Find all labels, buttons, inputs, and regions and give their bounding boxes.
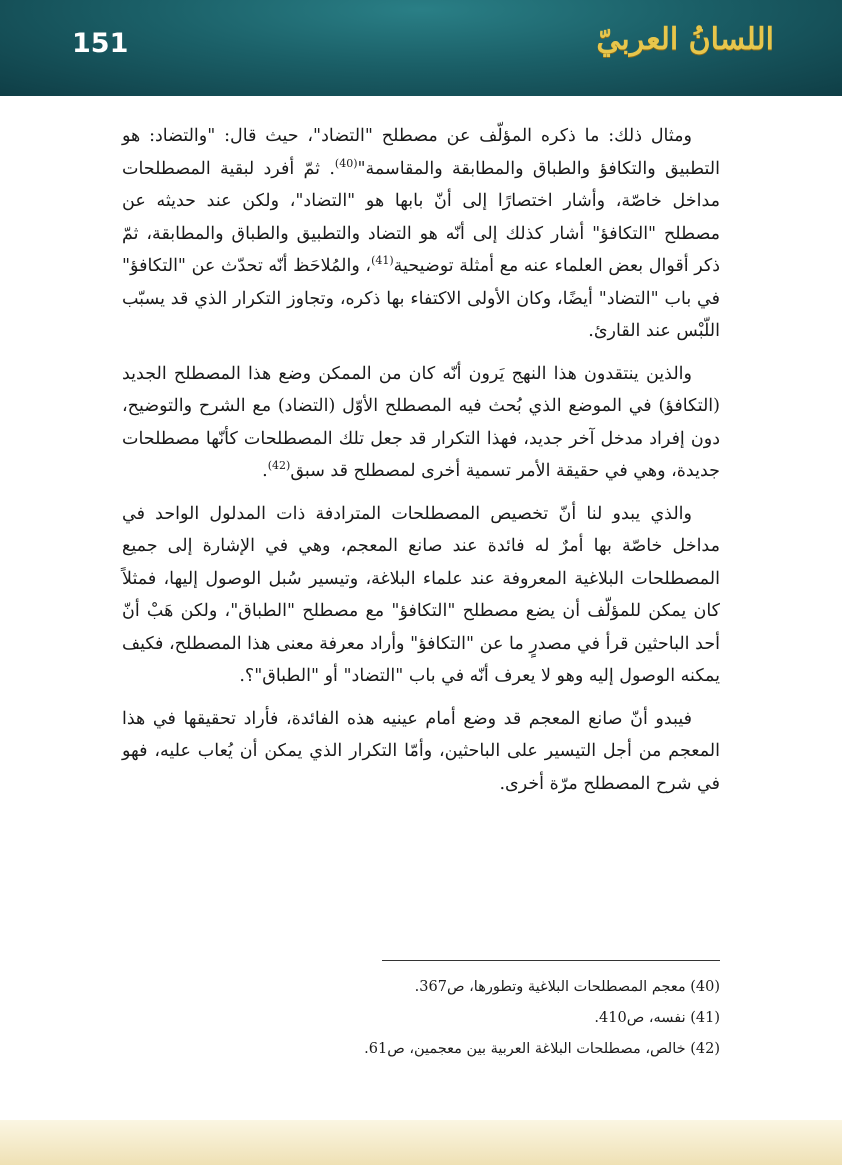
footnotes — [122, 972, 720, 1065]
footnote: (40) معجم المصطلحات البلاغية وتطورها، ص367. — [414, 979, 720, 995]
paragraph-text: . ثمّ أفرد لبقية المصطلحات مداخل خاصّة، وأشار اختصارًا إلى أنّ بابها هو "التضاد"، ولكن عند حديثه عن مصطلح "التكافؤ" أشار كذلك إلى أنّه هو التضاد والتطبيق والطباق والمطابقة، ثمّ ذكر أقوال بعض العلماء عنه مع أمثلة توضيحية — [122, 158, 721, 276]
footnote: (42) خالص، مصطلحات البلاغة العربية بين معجمين، ص61. — [364, 1041, 720, 1057]
page-footer-band — [0, 1120, 842, 1165]
paragraph-text: ، والمُلاحَظ أنّه تحدّث عن "التكافؤ" في باب "التضاد" أيضًا، وكان الأولى الاكتفاء بها ذكره، وتجاوز التكرار الذي قد يسبّب اللّبْس عند القارئ. — [122, 256, 720, 341]
paragraph-text: ومثال ذلك: ما ذكره المؤلّف عن مصطلح "التضاد"، حيث قال: "والتضاد: هو التطبيق والتكافؤ والطباق والمطابقة والمقاسمة" — [122, 126, 720, 179]
footnote-ref: (42) — [267, 459, 291, 473]
paragraph — [122, 498, 720, 693]
footnote: (41) نفسه، ص410. — [594, 1010, 720, 1026]
footnote-ref: (40) — [334, 156, 358, 170]
paragraph-text: والذين ينتقدون هذا النهج يَرون أنّه كان من الممكن وضع هذا المصطلح الجديد (التكافؤ) في الموضع الذي بُحث فيه المصطلح الأوّل (التضاد) مع الشرح والتوضيح، دون إفراد مدخل آخر جديد، فهذا التكرار قد جعل تلك المصطلحات كأنّها مصطلحات جديدة، وهي في حقيقة الأمر تسمية أخرى لمصطلح قد سبق — [122, 363, 720, 481]
page-header — [0, 0, 842, 96]
footnote-divider — [382, 960, 720, 961]
paragraph — [122, 703, 720, 801]
paragraph — [122, 120, 720, 348]
article-body — [122, 120, 720, 810]
paragraph — [122, 358, 720, 488]
journal-logo: اللسانُ العربيّ — [596, 22, 774, 57]
paragraph-text: فيبدو أنّ صانع المعجم قد وضع أمام عينيه هذه الفائدة، فأراد تحقيقها في هذا المعجم من أجل التيسير على الباحثين، وأمّا التكرار الذي يمكن أن يُعاب عليه، فهو في شرح المصطلح مرّة أخرى. — [122, 708, 720, 794]
paragraph-text: . — [262, 461, 268, 481]
paragraph-text: والذي يبدو لنا أنّ تخصيص المصطلحات المترادفة ذات المدلول الواحد في مداخل خاصّة بها أمرٌ له فائدة عند صانع المعجم، وهي في الإشارة إلى جميع المصطلحات البلاغية المعروفة عند علماء البلاغة، وتيسير سُبل الوصول إليها، فمثلاً كان يمكن للمؤلّف أن يضع مصطلح "التكافؤ" مع مصطلح "الطباق"، ولكن هَبْ أنّ أحد الباحثين قرأ في مصدرٍ ما عن "التكافؤ" وأراد معرفة معنى هذا المصطلح، فكيف يمكنه الوصول إليه وهو لا يعرف أنّه في باب "التضاد" أو "الطباق"؟. — [122, 503, 720, 686]
page-number: 151 — [72, 28, 129, 59]
footnote-ref: (41) — [371, 254, 394, 268]
